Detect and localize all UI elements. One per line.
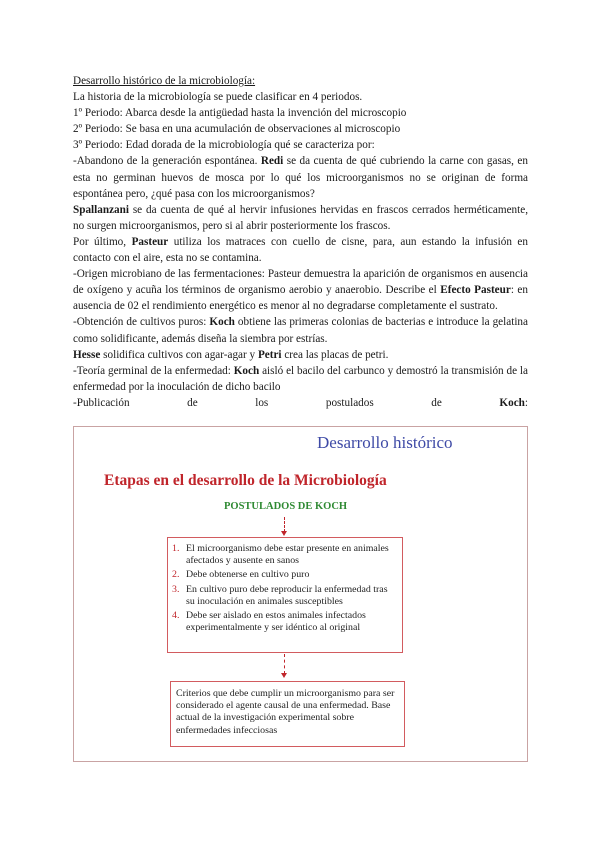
koch-postulates-slide	[73, 426, 528, 762]
redi-paragraph: -Abandono de la generación espontánea. Redi se da cuenta de qué cubriendo la carne con gasas, en esta no germinan huevos de mosca por lo qué los microorganismos no se originan de forma espontánea pero, ¿qué pasa con los microorganismos?	[73, 155, 528, 200]
slide-title: Etapas en el desarrollo de la Microbiología	[104, 472, 387, 489]
period-1: 1º Periodo: Abarca desde la antigüedad hasta la invención del microscopio	[73, 107, 407, 120]
postulate-item: 2. Debe obtenerse en cultivo puro	[172, 569, 310, 581]
document-title: Desarrollo histórico de la microbiología:	[73, 75, 256, 87]
postulates-box	[167, 537, 403, 653]
intro-paragraph: La historia de la microbiología se puede clasificar en 4 periodos.	[73, 91, 363, 104]
spallanzani-paragraph: Spallanzani se da cuenta de qué al hervir infusiones hervidas en frascos cerrados herméticamente, no surgen microorganismos, pero si al abrir posteriormente los frascos.	[73, 203, 528, 232]
arrow-down-icon	[281, 531, 287, 536]
connector-line-top	[284, 517, 285, 532]
postulates-intro-line: -Publicación de los postulados de Koch:	[73, 396, 528, 409]
period-2: 2º Periodo: Se basa en una acumulación de observaciones al microscopio	[73, 123, 401, 136]
postulate-item: 3. En cultivo puro debe reproducir la enfermedad tras su inoculación en animales susceptibles	[172, 583, 388, 607]
postulates-list	[172, 543, 398, 634]
postulate-item: 1. El microorganismo debe estar presente en animales afectados y ausente en sanos	[172, 543, 389, 567]
criteria-box: Criterios que debe cumplir un microorganismo para ser considerado el agente causal de una enfermedad. Base actual de la investigación experimental sobre enfermedades infecciosas	[170, 681, 405, 747]
slide-header: Desarrollo histórico	[317, 433, 453, 452]
hesse-paragraph: Hesse solidifica cultivos con agar-agar y Petri crea las placas de petri.	[73, 348, 389, 361]
connector-line-bottom	[284, 654, 285, 674]
germ-theory-paragraph: -Teoría germinal de la enfermedad: Koch aisló el bacilo del carbunco y demostró la transmisión de la enfermedad por la inoculación de dicho bacilo	[73, 364, 528, 393]
slide-subtitle: POSTULADOS DE KOCH	[224, 501, 348, 512]
cultures-paragraph: -Obtención de cultivos puros: Koch obtiene las primeras colonias de bacterias e introduce la gelatina como solidificante, además diseña la siembra por estrías.	[73, 316, 528, 345]
postulate-item: 4. Debe ser aislado en estos animales infectados experimentalmente y ser idéntico al original	[172, 610, 366, 634]
document-body	[73, 73, 528, 411]
fermentation-paragraph: -Origen microbiano de las fermentaciones: Pasteur demuestra la aparición de organismos en ausencia de oxígeno y acuña los términos de organismo aerobio y anaerobio. Describe el Efecto Pasteur: en ausencia de 02 el rendimiento energético es menor al no degradarse completamente el sustrato.	[73, 268, 528, 313]
period-3: 3º Periodo: Edad dorada de la microbiología qué se caracteriza por:	[73, 139, 375, 152]
arrow-down-icon	[281, 673, 287, 678]
pasteur-paragraph: Por último, Pasteur utiliza los matraces con cuello de cisne, para, aun estando la infusión en contacto con el aire, esta no se contamina.	[73, 235, 528, 265]
